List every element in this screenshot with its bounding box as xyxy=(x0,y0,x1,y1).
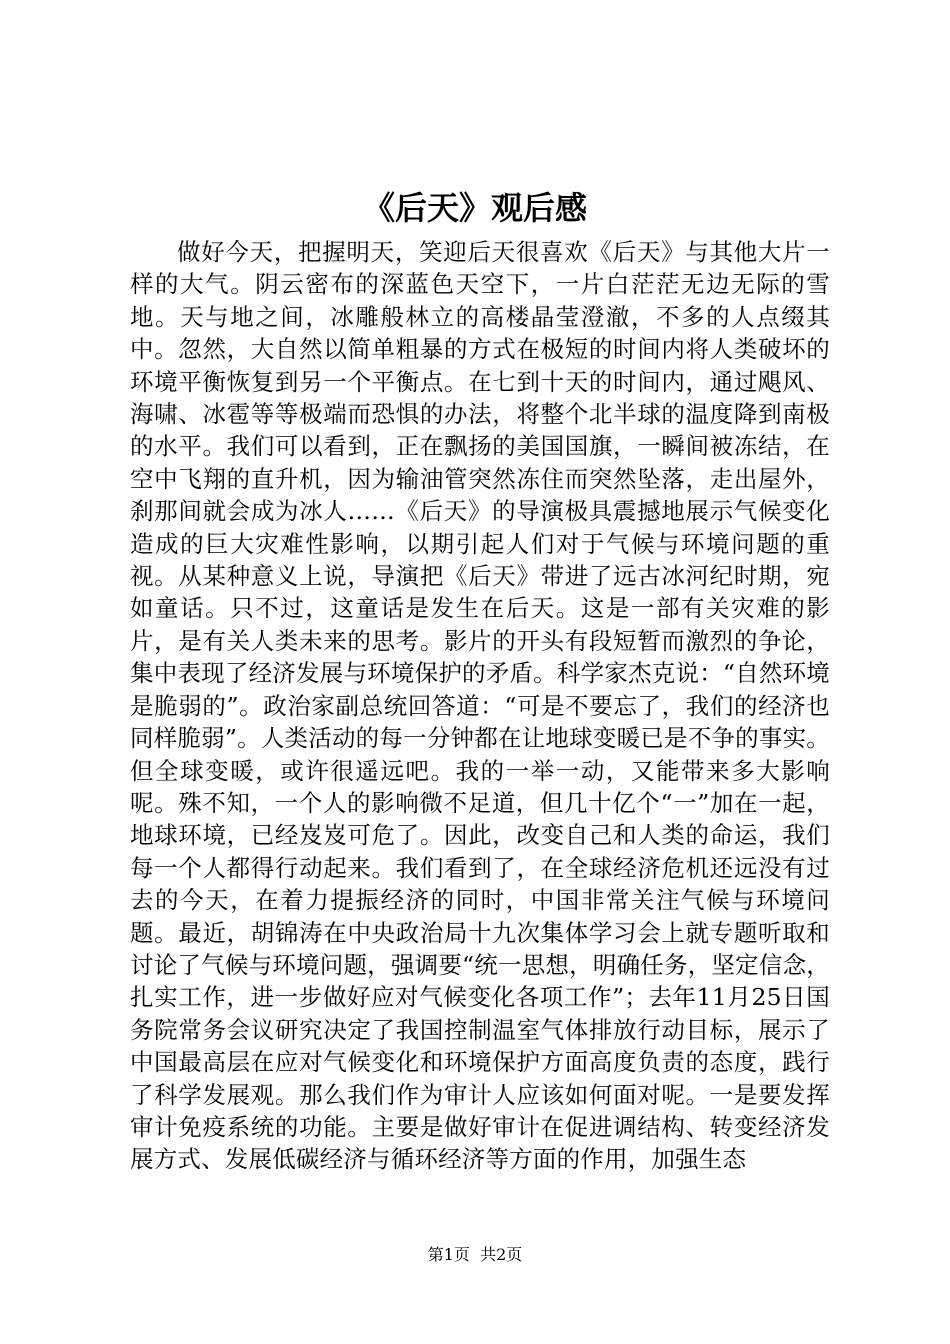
page-footer xyxy=(0,1244,950,1266)
page-number: 第1页 xyxy=(427,1245,470,1264)
document-title: 《后天》观后感 xyxy=(362,189,587,227)
footer-spacer xyxy=(470,1245,480,1264)
document-body: 做好今天，把握明天，笑迎后天很喜欢《后天》与其他大片一样的大气。阴云密布的深蓝色天空下，一片白茫茫无边无际的雪地。天与地之间，冰雕般林立的高楼晶莹澄澈，不多的人点缀其中。忽然，大自然以简单粗暴的方式在极短的时间内将人类破坏的环境平衡恢复到另一个平衡点。在七到十天的时间内，通过飓风、海啸、冰雹等等极端而恐惧的办法，将整个北半球的温度降到南极的水平。我们可以看到，正在飘扬的美国国旗，一瞬间被冻结，在空中飞翔的直升机，因为输油管突然冻住而突然坠落，走出屋外，刹那间就会成为冰人……《后天》的导演极具震撼地展示气候变化造成的巨大灾难性影响，以期引起人们对于气候与环境问题的重视。从某种意义上说，导演把《后天》带进了远古冰河纪时期，宛如童话。只不过，这童话是发生在后天。这是一部有关灾难的影片，是有关人类未来的思考。影片的开头有段短暂而激烈的争论，集中表现了经济发展与环境保护的矛盾。科学家杰克说：“自然环境是脆弱的”。政治家副总统回答道：“可是不要忘了，我们的经济也同样脆弱”。人类活动的每一分钟都在让地球变暖已是不争的事实。但全球变暖，或许很遥远吧。我的一举一动，又能带来多大影响呢。殊不知，一个人的影响微不足道，但几十亿个“一”加在一起，地球环境，已经岌岌可危了。因此，改变自己和人类的命运，我们每一个人都得行动起来。我们看到了，在全球经济危机还远没有过去的今天，在着力提振经济的同时，中国非常关注气候与环境问题。最近，胡锦涛在中央政治局十九次集体学习会上就专题听取和讨论了气候与环境问题，强调要“统一思想，明确任务，坚定信念，扎实工作，进一步做好应对气候变化各项工作”；去年11月25日国务院常务会议研究决定了我国控制温室气体排放行动目标，展示了中国最高层在应对气候变化和环境保护方面高度负责的态度，践行了科学发展观。那么我们作为审计人应该如何面对呢。一是要发挥审计免疫系统的功能。主要是做好审计在促进调结构、转变经济发展方式、发展低碳经济与循环经济等方面的作用，加强生态 xyxy=(130,238,830,1174)
page-total: 共2页 xyxy=(480,1245,523,1264)
